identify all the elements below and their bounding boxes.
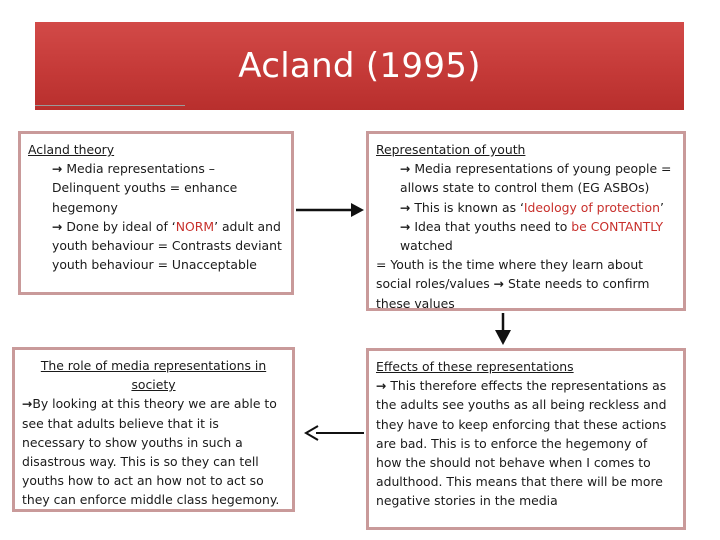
title-underline-rule xyxy=(35,105,185,106)
acland-theory-box xyxy=(18,131,294,295)
right-arrow-icon: → xyxy=(400,161,411,177)
title-banner xyxy=(35,22,684,110)
representation-point-2: → This is known as ‘Ideology of protection’ → Idea that youths need to be CONTANTLY watched xyxy=(400,199,664,254)
role-of-media-body: →By looking at this theory we are able to see that adults believe that it is necessary to show youths in such a disastrous way. This is so they can tell youths how to act an how not to act so they can enforce middle class hegemony. xyxy=(22,396,280,508)
right-arrow-icon: → xyxy=(493,276,505,292)
right-arrow-icon: → xyxy=(400,199,411,215)
right-arrow-icon: → xyxy=(22,396,33,412)
effects-heading: Effects of these representations xyxy=(376,359,574,374)
constantly-highlight: be CONTANTLY xyxy=(571,218,664,234)
effects-body: → This therefore effects the representations as the adults see youths as all being reckless and they have to keep enforcing that these actions are bad. This is to enforce the hegemony of how the should not behave when I comes to adulthood. This means that there will be more negative stories in the media xyxy=(376,378,667,509)
role-of-media-heading: The role of media representations in society xyxy=(40,358,267,393)
effects-box xyxy=(366,348,686,530)
right-arrow-icon: → xyxy=(52,218,63,234)
right-arrow-icon: → xyxy=(376,378,387,394)
acland-theory-point-1: → Media representations – Delinquent youths = enhance hegemony xyxy=(52,161,238,215)
arrow-theory-to-representation xyxy=(296,203,364,217)
arrow-effects-to-role xyxy=(306,426,364,440)
role-of-media-box xyxy=(12,347,295,512)
representation-point-3: = Youth is the time where they learn about social roles/values → State needs to confirm these values xyxy=(376,257,650,311)
right-arrow-icon: → xyxy=(400,218,411,234)
right-arrow-icon: → xyxy=(52,161,63,177)
acland-theory-heading: Acland theory xyxy=(28,142,115,157)
ideology-highlight: Ideology of protection xyxy=(523,199,660,215)
norm-highlight: NORM xyxy=(175,218,215,234)
acland-theory-point-2: → Done by ideal of ‘NORM’ adult and youth behaviour = Contrasts deviant youth behaviour = Unacceptable xyxy=(52,218,282,273)
representation-of-youth-box xyxy=(366,131,686,311)
representation-point-1: → Media representations of young people = allows state to control them (EG ASBOs) xyxy=(400,161,672,196)
page-title: Acland (1995) xyxy=(238,46,481,86)
arrow-representation-to-effects xyxy=(495,313,511,345)
representation-of-youth-heading: Representation of youth xyxy=(376,142,526,157)
